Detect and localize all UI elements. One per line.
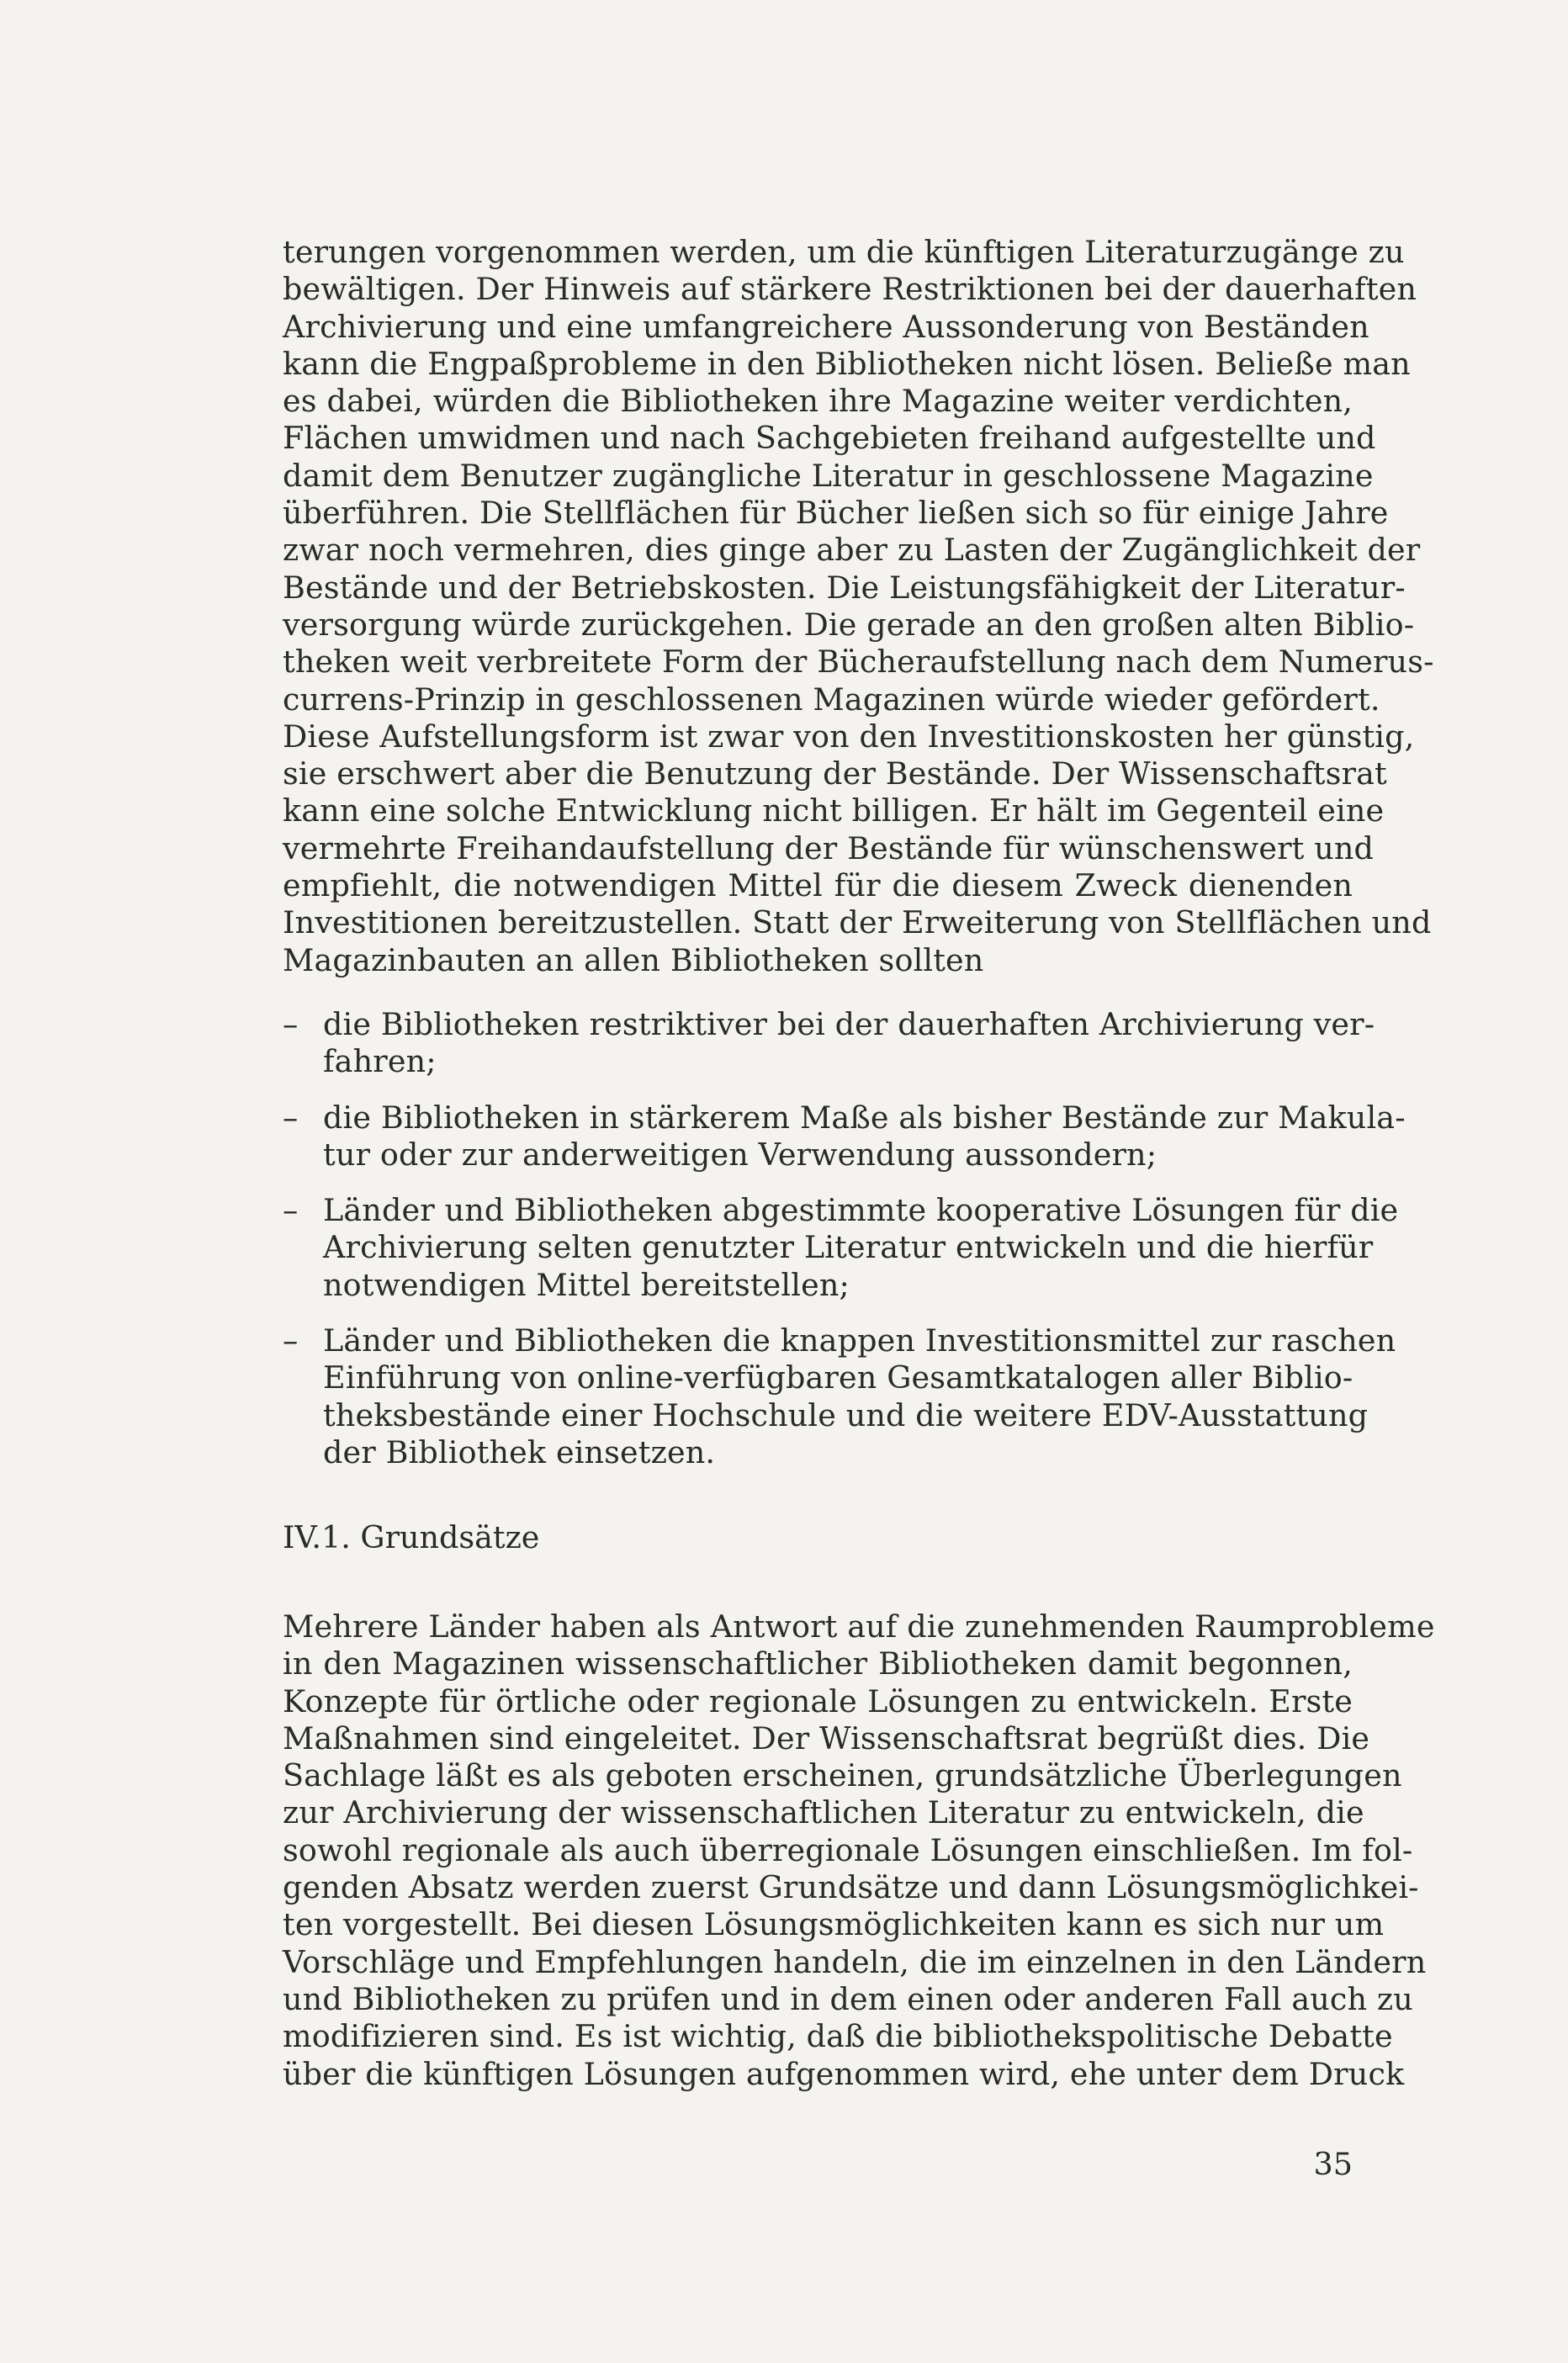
text-line: Investitionen bereitzustellen. Statt der Erweiterung von Stellflächen und [283,904,1432,941]
text-line: der Bibliothek einsetzen. [323,1433,716,1470]
text-line: Sachlage läßt es als geboten erscheinen, grundsätzliche Überlegungen [283,1757,1402,1794]
text-line: Mehrere Länder haben als Antwort auf die zunehmenden Raumprobleme [283,1608,1435,1645]
text-line: sowohl regionale als auch überregionale Lösungen einschließen. Im fol- [283,1831,1413,1868]
text-line: Archivierung und eine umfangreichere Aussonderung von Beständen [283,308,1369,345]
text-line: Diese Aufstellungsform ist zwar von den Investitionskosten her günstig, [283,718,1415,755]
text-line: kann die Engpaßprobleme in den Bibliotheken nicht lösen. Beließe man [283,345,1411,382]
text-line: und Bibliotheken zu prüfen und in dem einen oder anderen Fall auch zu [283,1980,1413,2017]
paragraph-1 [283,234,1434,979]
text-line: empfiehlt, die notwendigen Mittel für die diesem Zweck dienenden [283,867,1353,904]
text-line: theksbestände einer Hochschule und die weitere EDV-Ausstattung [323,1396,1369,1433]
text-line: es dabei, würden die Bibliotheken ihre Magazine weiter verdichten, [283,383,1353,420]
text-line: fahren; [323,1043,437,1080]
text-line: die Bibliotheken restriktiver bei der dauerhaften Archivierung ver- [323,1006,1375,1042]
text-line: bewältigen. Der Hinweis auf stärkere Restriktionen bei der dauerhaften [283,271,1417,308]
list-item [283,1322,1396,1471]
text-line: über die künftigen Lösungen aufgenommen wird, ehe unter dem Druck [283,2055,1405,2092]
text-line: die Bibliotheken in stärkerem Maße als bisher Bestände zur Makula- [323,1099,1406,1136]
list-item [283,1099,1406,1174]
text-line: Magazinbauten an allen Bibliotheken sollten [283,941,984,978]
text-line: kann eine solche Entwicklung nicht billigen. Er hält im Gegenteil eine [283,792,1385,829]
recommendation-list [283,1006,1406,1471]
list-item [283,1006,1375,1081]
text-line: in den Magazinen wissenschaftlicher Bibliotheken damit begonnen, [283,1645,1353,1682]
text-line: notwendigen Mittel bereitstellen; [323,1266,850,1303]
text-line: Maßnahmen sind eingeleitet. Der Wissenschaftsrat begrüßt dies. Die [283,1719,1370,1756]
dash-marker: – [283,1322,299,1359]
paragraph-2 [283,1608,1435,2093]
text-line: vermehrte Freihandaufstellung der Bestände für wünschenswert und [283,829,1375,866]
text-line: tur oder zur anderweitigen Verwendung aussondern; [323,1136,1157,1173]
page-number: 35 [1313,2146,1353,2182]
text-line: Archivierung selten genutzter Literatur entwickeln und die hierfür [323,1229,1374,1266]
text-line: Länder und Bibliotheken die knappen Investitionsmittel zur raschen [323,1322,1396,1359]
text-line: Länder und Bibliotheken abgestimmte kooperative Lösungen für die [323,1192,1399,1229]
text-line: Bestände und der Betriebskosten. Die Leistungsfähigkeit der Literatur- [283,569,1406,606]
text-line: ten vorgestellt. Bei diesen Lösungsmöglichkeiten kann es sich nur um [283,1906,1385,1943]
dash-marker: – [283,1192,299,1229]
list-item [283,1192,1399,1304]
text-line: genden Absatz werden zuerst Grundsätze und dann Lösungsmöglichkei- [283,1869,1419,1906]
text-line: überführen. Die Stellflächen für Bücher ließen sich so für einige Jahre [283,495,1389,532]
text-line: zwar noch vermehren, dies ginge aber zu Lasten der Zugänglichkeit der [283,532,1421,569]
text-line: zur Archivierung der wissenschaftlichen Literatur zu entwickeln, die [283,1794,1364,1831]
text-line: Konzepte für örtliche oder regionale Lösungen zu entwickeln. Erste [283,1682,1353,1719]
text-line: modifizieren sind. Es ist wichtig, daß die bibliothekspolitische Debatte [283,2018,1393,2055]
text-line: currens-Prinzip in geschlossenen Magazinen würde wieder gefördert. [283,681,1380,718]
dash-marker: – [283,1006,299,1042]
text-line: Flächen umwidmen und nach Sachgebieten freihand aufgestellte und [283,420,1376,457]
text-line: Einführung von online-verfügbaren Gesamtkatalogen aller Biblio- [323,1359,1353,1396]
text-line: terungen vorgenommen werden, um die künftigen Literaturzugänge zu [283,234,1405,270]
text-line: Vorschläge und Empfehlungen handeln, die im einzelnen in den Ländern [283,1943,1427,1980]
text-line: damit dem Benutzer zugängliche Literatur in geschlossene Magazine [283,457,1374,494]
text-line: theken weit verbreitete Form der Bücheraufstellung nach dem Numerus- [283,644,1434,681]
section-heading: IV.1. Grundsätze [283,1519,540,1555]
text-line: sie erschwert aber die Benutzung der Bestände. Der Wissenschaftsrat [283,755,1387,792]
text-line: versorgung würde zurückgehen. Die gerade an den großen alten Biblio- [283,606,1415,643]
dash-marker: – [283,1099,299,1136]
